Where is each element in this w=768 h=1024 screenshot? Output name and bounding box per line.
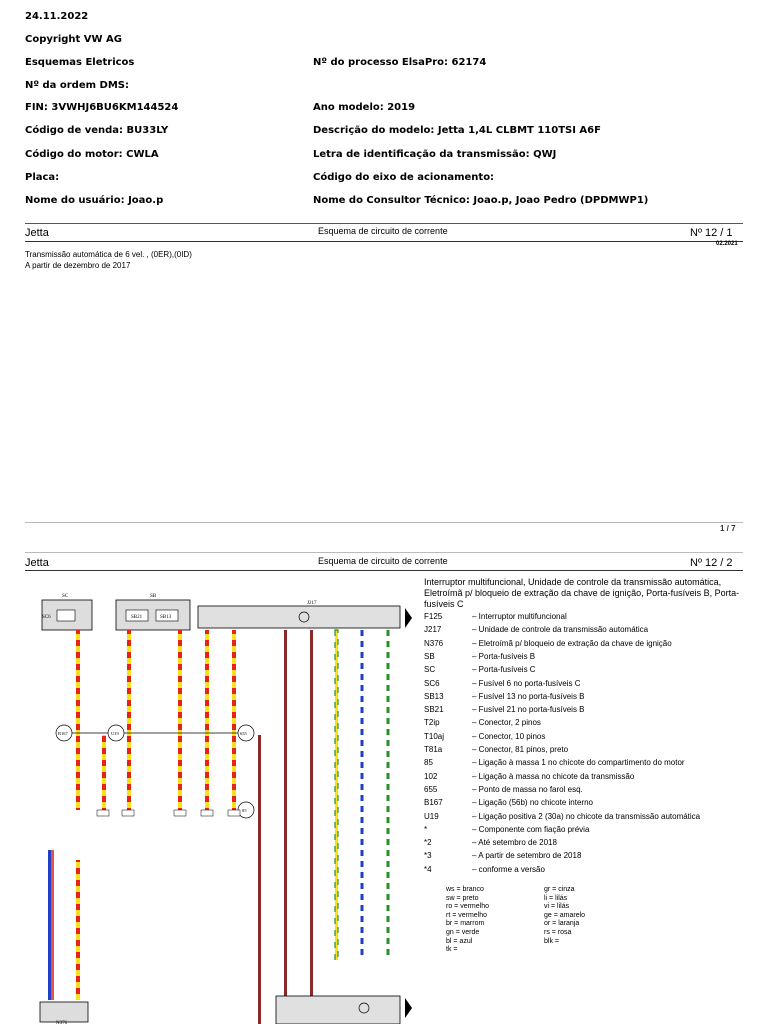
control-unit-j217-lower: [276, 996, 400, 1024]
legend-code: *4: [424, 864, 432, 874]
process-number: Nº do processo ElsaPro: 62174: [313, 57, 487, 68]
legend-code: 102: [424, 771, 438, 781]
fuse-sb21-label: SB21: [131, 615, 143, 620]
document-title: Esquemas Eletricos: [25, 57, 135, 68]
sheet2-model: Jetta: [25, 557, 49, 569]
fuse-sc6: [57, 610, 75, 621]
wiring-diagram: [0, 580, 420, 1024]
legend-code: B167: [424, 798, 443, 808]
model-year: Ano modelo: 2019: [313, 102, 416, 113]
color-key-left: [446, 886, 489, 955]
fuse-sc6-label: SC6: [42, 615, 51, 620]
ground-655-label: 655: [240, 731, 247, 736]
legend-code: SC6: [424, 678, 440, 688]
color-key-right: [544, 886, 585, 946]
engine-code: Código do motor: CWLA: [25, 149, 159, 160]
connection-b167-label: B167: [58, 731, 68, 736]
color-key: ge = amarelo: [544, 911, 586, 919]
axle-code: Código do eixo de acionamento:: [313, 172, 495, 183]
color-key: rt = vermelho: [446, 911, 488, 919]
legend-code: N376: [424, 638, 444, 648]
legend-text: – Conector, 10 pinos: [472, 731, 546, 741]
divider: [25, 552, 743, 553]
sheet1-date: 02.2021: [716, 241, 738, 247]
legend-code: T10aj: [424, 731, 445, 741]
plate: Placa:: [25, 172, 60, 183]
fuse-box-sc-label: SC: [62, 594, 69, 599]
copyright: Copyright VW AG: [25, 34, 122, 45]
continuation-arrow-icon: [405, 608, 412, 628]
legend-text: – Interruptor multifuncional: [472, 612, 567, 621]
legend-text: – A partir de setembro de 2018: [472, 851, 582, 861]
color-key: ro = vermelho: [446, 903, 489, 911]
color-key: blk =: [544, 937, 559, 945]
sheet1-line2: A partir de dezembro de 2017: [25, 261, 131, 270]
legend-text: – Fusível 13 no porta-fusíveis B: [472, 691, 585, 701]
legend-text: – Componente com fiação prévia: [472, 824, 590, 834]
divider: [25, 223, 743, 224]
diagram-description: Interruptor multifuncional, Unidade de controle da transmissão automática, Eletroímã p/ bloqueio de extração da chave de ignição, Porta-fusíveis B, Porta-fusíveis C: [424, 577, 740, 609]
legend-text: – Unidade de controle da transmissão automática: [472, 625, 649, 635]
divider: [25, 570, 743, 571]
color-key: sw = preto: [446, 894, 479, 902]
divider: [25, 522, 743, 523]
legend-text: – Porta-fusíveis B: [472, 651, 536, 661]
legend-text: – Conector, 2 pinos: [472, 718, 541, 728]
legend-code: F125: [424, 612, 443, 621]
sheet1-line1: Transmissão automática de 6 vel. , (0ER),(0ID): [25, 250, 192, 259]
color-key: li = lilás: [544, 894, 568, 902]
fin: FIN: 3VWHJ6BU6KM144524: [25, 102, 179, 113]
legend-code: T81a: [424, 745, 443, 754]
sales-code: Código de venda: BU33LY: [25, 125, 169, 136]
legend-text: – Ligação à massa no chicote da transmissão: [472, 771, 635, 781]
user-name: Nome do usuário: Joao.p: [25, 195, 164, 206]
legend-text: – Fusível 21 no porta-fusíveis B: [472, 705, 585, 715]
sheet1-number: Nº 12 / 1: [690, 227, 733, 239]
legend-text: – Porta-fusíveis C: [472, 665, 536, 675]
legend-code: SB: [424, 651, 435, 661]
legend-code: *3: [424, 851, 432, 861]
color-key: ws = branco: [446, 886, 484, 893]
connection-u19-label: U19: [111, 731, 119, 736]
page-counter: 1 / 7: [720, 524, 736, 533]
color-key: tk =: [446, 946, 458, 954]
sheet2-title: Esquema de circuito de corrente: [318, 556, 448, 566]
legend-text: – Até setembro de 2018: [472, 838, 557, 848]
legend-text: – Eletroímã p/ bloqueio de extração da chave de ignição: [472, 638, 672, 648]
legend-code: SB21: [424, 705, 444, 715]
legend-code: SC: [424, 665, 436, 675]
legend-text: – Ponto de massa no farol esq.: [472, 784, 583, 794]
transmission-code: Letra de identificação da transmissão: QWJ: [313, 149, 557, 160]
legend-code: 655: [424, 784, 438, 794]
fuse-box-sb-label: SB: [150, 594, 157, 599]
color-key: or = laranja: [544, 920, 580, 928]
legend-text: – Fusível 6 no porta-fusíveis C: [472, 678, 581, 688]
color-key: bl = azul: [446, 937, 473, 945]
sheet1-model: Jetta: [25, 227, 49, 239]
legend-text: – Ligação positiva 2 (30a) no chicote da transmissão automática: [472, 811, 701, 821]
fuse-sb13-label: SB13: [160, 615, 172, 620]
legend-code: J217: [424, 625, 442, 635]
legend-text: – Conector, 81 pinos, preto: [472, 745, 569, 754]
report-date: 24.11.2022: [25, 11, 89, 22]
solenoid-n376-label: N376: [56, 1021, 68, 1024]
ground-85-label: 85: [242, 808, 247, 813]
color-key: vi = lilás: [544, 903, 570, 911]
legend-text: – conforme a versão: [472, 864, 545, 874]
color-key: rs = rosa: [544, 928, 572, 936]
model-description: Descrição do modelo: Jetta 1,4L CLBMT 110TSI A6F: [313, 125, 601, 136]
legend-code: U19: [424, 811, 439, 821]
legend-text: – Ligação à massa 1 no chicote do compartimento do motor: [472, 758, 685, 768]
legend-code: *2: [424, 838, 432, 848]
legend-code: T2ip: [424, 718, 440, 728]
control-unit-j217-label: J217: [307, 601, 317, 606]
continuation-arrow-icon: [405, 998, 412, 1018]
legend-text: – Ligação (56b) no chicote interno: [472, 798, 593, 808]
order-number: Nº da ordem DMS:: [25, 80, 129, 91]
sheet2-number: Nº 12 / 2: [690, 557, 733, 569]
divider: [25, 241, 743, 242]
legend-code: *: [424, 824, 428, 834]
solenoid-n376: [40, 1002, 88, 1022]
color-key: br = marrom: [446, 920, 485, 928]
color-key: gr = cinza: [544, 886, 575, 893]
consultant-name: Nome do Consultor Técnico: Joao.p, Joao Pedro (DPDMWP1): [313, 195, 649, 206]
legend-code: 85: [424, 758, 433, 768]
legend-code: SB13: [424, 691, 444, 701]
color-key: gn = verde: [446, 928, 480, 936]
sheet1-title: Esquema de circuito de corrente: [318, 226, 448, 236]
